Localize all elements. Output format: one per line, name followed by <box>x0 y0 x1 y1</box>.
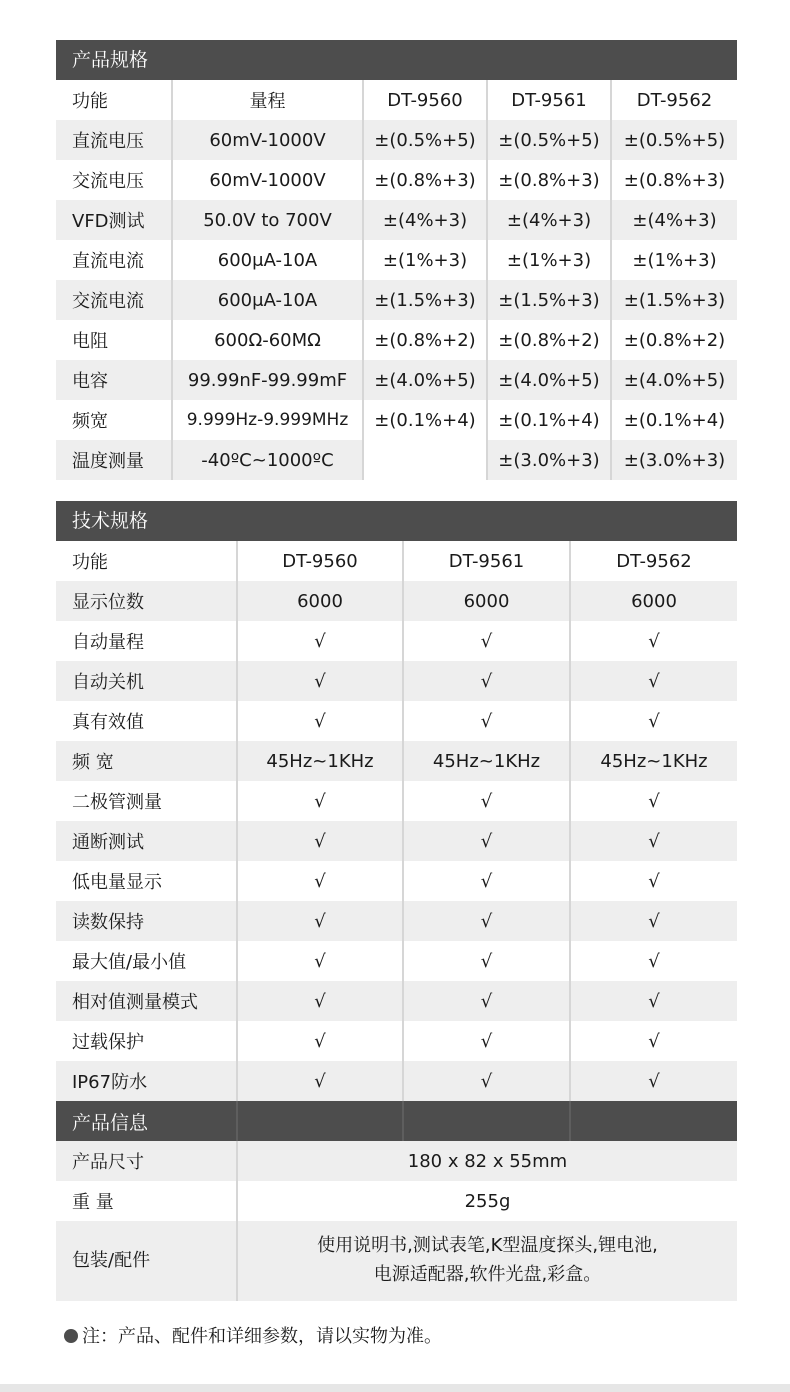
check-mark: √ <box>403 661 570 701</box>
check-mark: √ <box>570 781 737 821</box>
check-mark: √ <box>237 661 403 701</box>
product-info-title: 产品信息 <box>56 1101 237 1141</box>
table-row <box>56 1141 737 1181</box>
bullet-icon <box>64 1329 78 1343</box>
table-cell: 6000 <box>403 581 570 621</box>
product-info-header-row <box>56 1101 737 1141</box>
table-row <box>56 981 737 1021</box>
check-mark: √ <box>237 901 403 941</box>
footnote <box>64 1322 442 1348</box>
table-row <box>56 1181 737 1221</box>
table-row <box>56 781 737 821</box>
table-cell: ±(0.8%+3) <box>363 160 487 200</box>
table-row <box>56 1061 737 1101</box>
check-mark: √ <box>570 861 737 901</box>
check-mark: √ <box>403 941 570 981</box>
table-cell: 6000 <box>570 581 737 621</box>
table-row <box>56 1021 737 1061</box>
check-mark: √ <box>403 1061 570 1101</box>
tech-spec-title: 技术规格 <box>56 501 737 541</box>
check-mark: √ <box>237 1021 403 1061</box>
table-cell: ±(3.0%+3) <box>487 440 611 480</box>
table-cell: 50.0V to 700V <box>172 200 363 240</box>
product-spec-table <box>56 80 737 480</box>
table-cell: 45Hz~1KHz <box>403 741 570 781</box>
table-cell: ±(0.5%+5) <box>363 120 487 160</box>
table-cell: ±(0.8%+3) <box>487 160 611 200</box>
header-cell: DT-9562 <box>570 541 737 581</box>
table-cell: 最大值/最小值 <box>56 941 237 981</box>
table-row <box>56 941 737 981</box>
table-cell: 二极管测量 <box>56 781 237 821</box>
table-cell: ±(0.8%+3) <box>611 160 737 200</box>
table-cell: 99.99nF-99.99mF <box>172 360 363 400</box>
check-mark: √ <box>403 901 570 941</box>
check-mark: √ <box>403 781 570 821</box>
header-spacer <box>570 1101 737 1141</box>
table-cell: ±(4.0%+5) <box>611 360 737 400</box>
table-cell: 低电量显示 <box>56 861 237 901</box>
package-contents <box>237 1221 737 1301</box>
check-mark: √ <box>403 861 570 901</box>
table-cell: 交流电流 <box>56 280 172 320</box>
table-cell: 频 宽 <box>56 741 237 781</box>
check-mark: √ <box>237 781 403 821</box>
table-cell: 自动关机 <box>56 661 237 701</box>
table-cell: 显示位数 <box>56 581 237 621</box>
table-cell: 过载保护 <box>56 1021 237 1061</box>
table-row <box>56 280 737 320</box>
table-cell: 产品尺寸 <box>56 1141 237 1181</box>
check-mark: √ <box>570 981 737 1021</box>
header-cell: DT-9561 <box>403 541 570 581</box>
table-cell: 45Hz~1KHz <box>570 741 737 781</box>
table-cell: ±(4.0%+5) <box>487 360 611 400</box>
table-cell: 600μA-10A <box>172 240 363 280</box>
tech-spec-section <box>56 501 737 1301</box>
table-cell: 相对值测量模式 <box>56 981 237 1021</box>
table-cell: 600μA-10A <box>172 280 363 320</box>
tech-spec-table <box>56 541 737 1301</box>
table-row <box>56 200 737 240</box>
table-cell <box>363 440 487 480</box>
check-mark: √ <box>570 661 737 701</box>
table-row <box>56 400 737 440</box>
table-cell: IP67防水 <box>56 1061 237 1101</box>
table-cell: 自动量程 <box>56 621 237 661</box>
table-cell: ±(4%+3) <box>487 200 611 240</box>
table-cell: 60mV-1000V <box>172 160 363 200</box>
check-mark: √ <box>403 621 570 661</box>
header-cell: DT-9561 <box>487 80 611 120</box>
table-cell: 直流电流 <box>56 240 172 280</box>
table-row <box>56 320 737 360</box>
table-row <box>56 901 737 941</box>
table-cell: ±(0.1%+4) <box>363 400 487 440</box>
table-cell: ±(3.0%+3) <box>611 440 737 480</box>
table-cell: ±(4%+3) <box>611 200 737 240</box>
table-row <box>56 440 737 480</box>
table-cell: 重 量 <box>56 1181 237 1221</box>
table-row <box>56 821 737 861</box>
package-line-1: 使用说明书,测试表笔,K型温度探头,锂电池, <box>317 1235 658 1257</box>
table-row <box>56 240 737 280</box>
check-mark: √ <box>403 821 570 861</box>
table-cell: 通断测试 <box>56 821 237 861</box>
header-cell: DT-9560 <box>237 541 403 581</box>
table-cell: ±(1.5%+3) <box>611 280 737 320</box>
table-cell: ±(0.5%+5) <box>611 120 737 160</box>
table-cell: ±(0.8%+2) <box>487 320 611 360</box>
table-cell: ±(1%+3) <box>363 240 487 280</box>
table-row <box>56 360 737 400</box>
table-cell: 600Ω-60MΩ <box>172 320 363 360</box>
table-cell: ±(0.1%+4) <box>487 400 611 440</box>
table-row <box>56 661 737 701</box>
table-cell: VFD测试 <box>56 200 172 240</box>
table-cell: 电容 <box>56 360 172 400</box>
check-mark: √ <box>570 1061 737 1101</box>
tech-spec-header-row <box>56 541 737 581</box>
table-cell: 读数保持 <box>56 901 237 941</box>
table-row <box>56 701 737 741</box>
check-mark: √ <box>570 901 737 941</box>
check-mark: √ <box>237 701 403 741</box>
table-cell: ±(1.5%+3) <box>487 280 611 320</box>
table-cell: 45Hz~1KHz <box>237 741 403 781</box>
check-mark: √ <box>237 981 403 1021</box>
check-mark: √ <box>570 941 737 981</box>
table-cell: 6000 <box>237 581 403 621</box>
table-cell: 交流电压 <box>56 160 172 200</box>
table-cell: 电阻 <box>56 320 172 360</box>
header-cell: 功能 <box>56 80 172 120</box>
check-mark: √ <box>403 701 570 741</box>
footnote-text: 注：产品、配件和详细参数，请以实物为准。 <box>82 1326 442 1347</box>
table-row <box>56 1221 737 1301</box>
table-row <box>56 160 737 200</box>
check-mark: √ <box>570 821 737 861</box>
check-mark: √ <box>570 621 737 661</box>
check-mark: √ <box>237 861 403 901</box>
table-cell: ±(0.1%+4) <box>611 400 737 440</box>
table-cell: -40ºC~1000ºC <box>172 440 363 480</box>
table-cell: 频宽 <box>56 400 172 440</box>
header-spacer <box>237 1101 403 1141</box>
table-cell: 真有效值 <box>56 701 237 741</box>
table-cell: 9.999Hz-9.999MHz <box>172 400 363 440</box>
table-cell: ±(1.5%+3) <box>363 280 487 320</box>
product-spec-section <box>56 40 737 480</box>
table-cell: ±(0.8%+2) <box>363 320 487 360</box>
product-spec-header-row <box>56 80 737 120</box>
header-cell: DT-9562 <box>611 80 737 120</box>
table-row <box>56 861 737 901</box>
product-size-value: 180 x 82 x 55mm <box>237 1141 737 1181</box>
table-row <box>56 581 737 621</box>
check-mark: √ <box>237 941 403 981</box>
table-cell: ±(1%+3) <box>611 240 737 280</box>
check-mark: √ <box>237 821 403 861</box>
table-cell: ±(1%+3) <box>487 240 611 280</box>
table-row <box>56 741 737 781</box>
table-cell: 60mV-1000V <box>172 120 363 160</box>
table-cell: ±(0.5%+5) <box>487 120 611 160</box>
bottom-divider <box>0 1384 790 1392</box>
header-cell: 功能 <box>56 541 237 581</box>
check-mark: √ <box>403 981 570 1021</box>
check-mark: √ <box>237 621 403 661</box>
header-spacer <box>403 1101 570 1141</box>
check-mark: √ <box>237 1061 403 1101</box>
table-cell: ±(4.0%+5) <box>363 360 487 400</box>
check-mark: √ <box>570 701 737 741</box>
table-cell: ±(4%+3) <box>363 200 487 240</box>
product-weight-value: 255g <box>237 1181 737 1221</box>
package-line-2: 电源适配器,软件光盘,彩盒。 <box>373 1264 602 1285</box>
table-cell: 直流电压 <box>56 120 172 160</box>
table-cell: 包装/配件 <box>56 1221 237 1301</box>
table-row <box>56 621 737 661</box>
table-cell: ±(0.8%+2) <box>611 320 737 360</box>
header-cell: DT-9560 <box>363 80 487 120</box>
table-row <box>56 120 737 160</box>
check-mark: √ <box>570 1021 737 1061</box>
product-spec-title: 产品规格 <box>56 40 737 80</box>
check-mark: √ <box>403 1021 570 1061</box>
header-cell: 量程 <box>172 80 363 120</box>
table-cell: 温度测量 <box>56 440 172 480</box>
